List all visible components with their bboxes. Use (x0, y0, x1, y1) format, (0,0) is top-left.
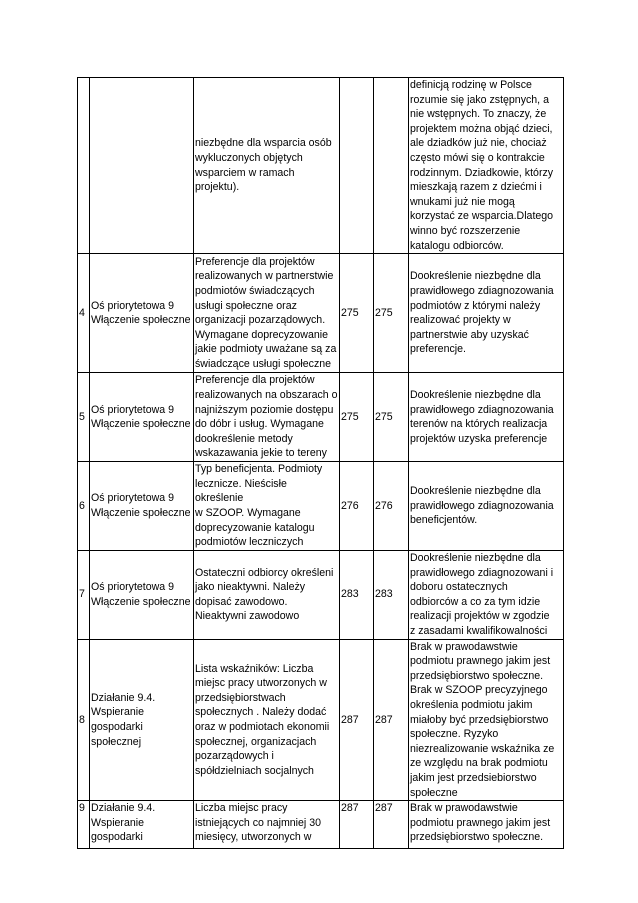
row-description: Preferencje dla projektów realizowanych na obszarach o najniższym poziomie dostępu do dóbr i usług. Wymagane dookreślenie metody wskazawania jekie to tereny (194, 373, 340, 462)
row-justification: Dookreślenie niezbędne dla prawidłowego zdiagnozowani i doboru ostatecznych odbiorców a co za tym idzie realizacji projektów w zgodzie z zasadami kwalifikowalności (409, 550, 564, 639)
row-page-b: 276 (374, 462, 409, 551)
row-justification: Dookreślenie niezbędne dla prawidłowego zdiagnozowania terenów na których realizacja projektów uzyska preferencje (409, 373, 564, 462)
row-page-b: 287 (374, 801, 409, 849)
row-page-b: 287 (374, 639, 409, 801)
remarks-table (77, 77, 564, 849)
row-number: 7 (78, 550, 90, 639)
row-page-a (340, 78, 374, 254)
row-section: Działanie 9.4. Wspieranie gospodarki społecznej (90, 639, 194, 801)
row-number: 4 (78, 254, 90, 373)
table-row (78, 78, 564, 254)
row-section: Oś priorytetowa 9 Włączenie społeczne (90, 462, 194, 551)
row-justification: definicją rodzinę w Polsce rozumie się jako zstępnych, a nie wstępnych. To znaczy, że projektem można objąć dzieci, ale dziadków już nie, chociaż często mówi się o kontrakcie rodzinnym. Dziadkowie, którzy mieszkają razem z dziećmi i wnukami już nie mogą korzystać ze wsparcia.Dlatego winno być rozszerzenie katalogu odbiorców. (409, 78, 564, 254)
row-number: 5 (78, 373, 90, 462)
row-section (90, 78, 194, 254)
row-justification: Brak w prawodawstwie podmiotu prawnego jakim jest przedsiębiorstwo społeczne. Brak w SZOOP precyzyjnego określenia podmiotu jakim miałoby być przedsiębiorstwo społeczne. Ryzyko niezrealizowanie wskaźnika ze ze względu na brak podmiotu jakim jest przedsiebiorstwo społeczne (409, 639, 564, 801)
row-section: Działanie 9.4. Wspieranie gospodarki (90, 801, 194, 849)
row-page-a: 283 (340, 550, 374, 639)
row-description: niezbędne dla wsparcia osób wykluczonych objętych wsparciem w ramach projektu). (194, 78, 340, 254)
row-page-a: 287 (340, 801, 374, 849)
row-section: Oś priorytetowa 9 Włączenie społeczne (90, 373, 194, 462)
row-description: Typ beneficjenta. Podmioty lecznicze. Nieścisłe określenie w SZOOP. Wymagane doprecyzowanie katalogu podmiotów leczniczych (194, 462, 340, 551)
table-row (78, 462, 564, 551)
row-page-b: 275 (374, 373, 409, 462)
row-justification: Brak w prawodawstwie podmiotu prawnego jakim jest przedsiębiorstwo społeczne. (409, 801, 564, 849)
row-description: Ostateczni odbiorcy określeni jako nieaktywni. Należy dopisać zawodowo. Nieaktywni zawodowo (194, 550, 340, 639)
row-justification: Dookreślenie niezbędne dla prawidłowego zdiagnozowania beneficjentów. (409, 462, 564, 551)
row-page-a: 287 (340, 639, 374, 801)
row-description: Liczba miejsc pracy istniejących co najmniej 30 miesięcy, utworzonych w (194, 801, 340, 849)
row-number (78, 78, 90, 254)
row-page-a: 276 (340, 462, 374, 551)
row-page-b: 275 (374, 254, 409, 373)
row-number: 9 (78, 801, 90, 849)
table-row (78, 801, 564, 849)
row-justification: Dookreślenie niezbędne dla prawidłowego zdiagnozowania podmiotów z którymi należy realizować projekty w partnerstwie aby uzyskać preferencje. (409, 254, 564, 373)
row-section: Oś priorytetowa 9 Włączenie społeczne (90, 550, 194, 639)
table-row (78, 373, 564, 462)
row-page-b (374, 78, 409, 254)
row-page-a: 275 (340, 373, 374, 462)
row-number: 6 (78, 462, 90, 551)
table-row (78, 639, 564, 801)
row-number: 8 (78, 639, 90, 801)
table-row (78, 254, 564, 373)
row-section: Oś priorytetowa 9 Włączenie społeczne (90, 254, 194, 373)
row-description: Preferencje dla projektów realizowanych w partnerstwie podmiotów świadczących usługi społeczne oraz organizacji pozarządowych. Wymagane doprecyzowanie jakie podmioty uważane są za świadczące usługi społeczne (194, 254, 340, 373)
row-description: Lista wskaźników: Liczba miejsc pracy utworzonych w przedsiębiorstwach społecznych . Należy dodać oraz w podmiotach ekonomii społecznej, organizacjach pozarządowych i spółdzielniach socjalnych (194, 639, 340, 801)
table-row (78, 550, 564, 639)
row-page-b: 283 (374, 550, 409, 639)
row-page-a: 275 (340, 254, 374, 373)
